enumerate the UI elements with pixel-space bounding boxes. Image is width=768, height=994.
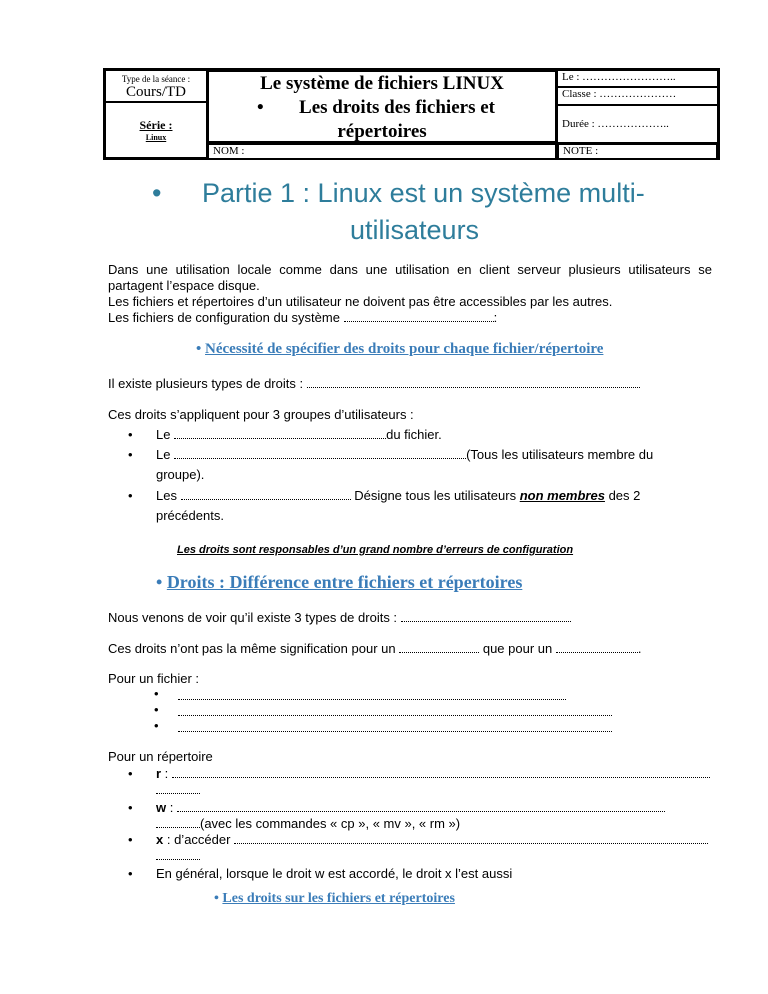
intro-line: Les fichiers de configuration du système bbox=[108, 310, 340, 325]
nom-field: NOM : bbox=[207, 143, 557, 160]
duree-field: Durée : ……………….. bbox=[557, 105, 718, 143]
date-field: Le : …………………….. bbox=[557, 70, 718, 87]
blank-field[interactable] bbox=[399, 641, 479, 653]
blank-field[interactable] bbox=[234, 832, 708, 844]
right-r: r bbox=[156, 766, 162, 781]
intro-line: Dans une utilisation locale comme dans une utilisation en client serveur plusieurs utilisateurs se bbox=[108, 262, 712, 277]
intro-line: partagent l’espace disque. bbox=[108, 278, 260, 293]
text: précédents. bbox=[156, 508, 224, 523]
doc-subtitle-2: répertoires bbox=[337, 121, 427, 142]
blank-field[interactable] bbox=[156, 816, 200, 828]
right-x: x bbox=[156, 832, 164, 847]
seance-cell bbox=[105, 70, 207, 102]
serie-value: Linux bbox=[145, 133, 167, 142]
text: Les bbox=[156, 488, 177, 503]
section-heading: • Droits : Différence entre fichiers et répertoires bbox=[156, 572, 523, 592]
text: Ces droits n’ont pas la même signification pour un bbox=[108, 641, 396, 656]
blank-field[interactable] bbox=[156, 848, 200, 860]
serie-label: Série : bbox=[139, 118, 173, 132]
blank-field[interactable] bbox=[172, 766, 710, 778]
document-page: Type de la séance : Cours/TD Série : Linux Le système de fichiers LINUX • Les droits des fichiers et répertoires NOM : Le : …………………….. Classe : ………………… Durée : ……………….. NOTE : • Partie 1 : Linux est un système multi- utilisateurs Dans une utilisation locale comme dans une utilisation en client serveur plusieurs utilisateurs se partagent l’espace disque. Les fichiers et répertoires d’un utilisateur ne doivent pas être accessibles par les autres. Les fichiers de configuration du système : • Nécessité de spécifier des droits pour chaque fichier/répertoire Il existe plusieurs types de droits : Ces droits s’appliquent pour 3 groupes d’utilisateurs : • Le du fichier. • Le (Tous les utilisateurs membre du groupe). • Les Désigne tous les utilisateurs non membres des 2 précédents. Les droits sont responsables d’un grand nombre d’erreurs de configuration • Droits : Différence entre fichiers et répertoires Nous venons de voir qu’il existe 3 types de droits : Ces droits n’ont pas la même signification pour un que pour un . Pour un fichier : • • • Pour un répertoire • r : • w : (avec les commandes « cp », « mv », « rm ») • x : d’accéder • En général, lorsque le droit w est accordé, le droit x l’est aussi • Les droits sur les fichiers et répertoires bbox=[0, 0, 768, 994]
doc-title: Le système de fichiers LINUX bbox=[260, 73, 504, 94]
part-title-2: utilisateurs bbox=[350, 215, 480, 245]
blank-field[interactable] bbox=[178, 704, 612, 716]
text: Pour un répertoire bbox=[108, 749, 213, 764]
blank-field[interactable] bbox=[156, 782, 200, 794]
blank-field[interactable] bbox=[556, 641, 638, 653]
section-heading: • Nécessité de spécifier des droits pour chaque fichier/répertoire bbox=[196, 341, 604, 357]
seance-label: Type de la séance : bbox=[121, 74, 191, 84]
classe-field: Classe : ………………… bbox=[557, 87, 718, 105]
blank-field[interactable] bbox=[178, 720, 612, 732]
text: (Tous les utilisateurs membre du bbox=[466, 447, 654, 462]
blank-field[interactable] bbox=[307, 376, 640, 388]
blank-field[interactable] bbox=[178, 688, 566, 700]
text: Pour un fichier : bbox=[108, 671, 200, 686]
doc-subtitle: Les droits des fichiers et bbox=[299, 97, 495, 118]
blank-field[interactable] bbox=[174, 427, 386, 439]
text: que pour un bbox=[482, 641, 553, 656]
header-table bbox=[103, 68, 720, 160]
text: des 2 bbox=[608, 488, 641, 503]
text: Désigne tous les utilisateurs bbox=[354, 488, 517, 503]
serie-cell bbox=[105, 102, 207, 158]
part-title: Partie 1 : Linux est un système multi- bbox=[202, 178, 645, 208]
text: (avec les commandes « cp », « mv », « rm ») bbox=[200, 816, 461, 831]
warning-note: Les droits sont responsables d’un grand nombre d’erreurs de configuration bbox=[177, 544, 574, 556]
blank-field[interactable] bbox=[177, 800, 665, 812]
text: En général, lorsque le droit w est accordé, le droit x l’est aussi bbox=[156, 866, 513, 881]
blank-field[interactable] bbox=[344, 310, 494, 322]
text: Le bbox=[156, 447, 171, 462]
blank-field[interactable] bbox=[174, 447, 466, 459]
text: groupe). bbox=[156, 467, 205, 482]
text: du fichier. bbox=[386, 427, 442, 442]
intro-line: Les fichiers et répertoires d’un utilisateur ne doivent pas être accessibles par les autres. bbox=[108, 294, 613, 309]
bullet: • bbox=[152, 178, 162, 208]
text: Ces droits s’appliquent pour 3 groupes d’utilisateurs : bbox=[108, 407, 414, 422]
section-heading: • Les droits sur les fichiers et répertoires bbox=[214, 891, 455, 906]
note-field: NOTE : bbox=[557, 143, 718, 160]
title-cell: Le système de fichiers LINUX • Les droits des fichiers et répertoires bbox=[207, 70, 557, 143]
text: : d’accéder bbox=[163, 832, 231, 847]
blank-field[interactable] bbox=[401, 610, 571, 622]
emphasis: non membres bbox=[519, 488, 605, 503]
seance-value: Cours/TD bbox=[126, 84, 186, 100]
text: Il existe plusieurs types de droits : bbox=[108, 376, 304, 391]
right-w: w bbox=[156, 800, 167, 815]
blank-field[interactable] bbox=[181, 488, 351, 500]
text: Nous venons de voir qu’il existe 3 types de droits : bbox=[108, 610, 398, 625]
text: Le bbox=[156, 427, 171, 442]
